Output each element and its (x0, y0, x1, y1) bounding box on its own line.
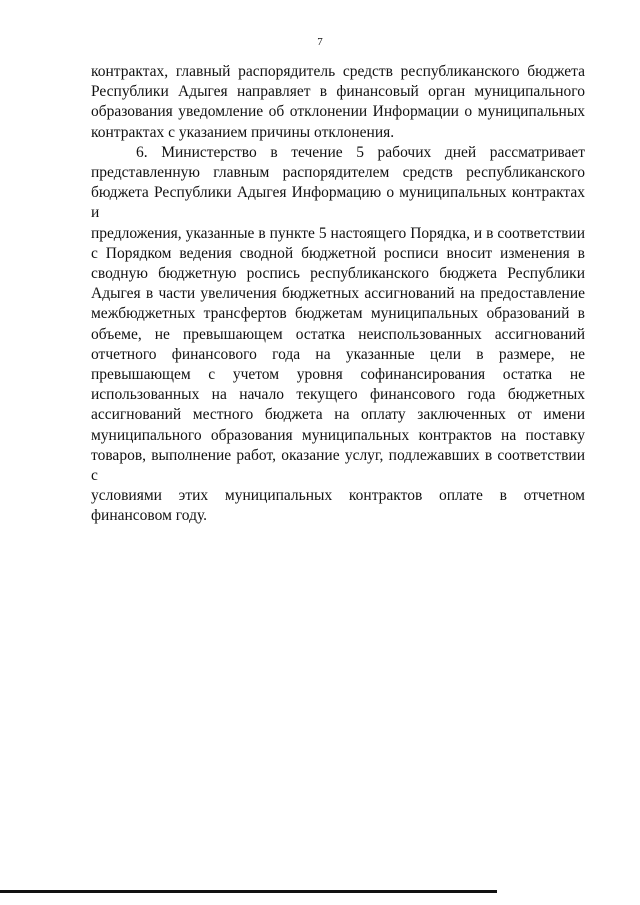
text-line: использованных на начало текущего финансового года бюджетных (91, 386, 585, 404)
text-line: финансовом году. (91, 507, 208, 525)
text-line: межбюджетных трансфертов бюджетам муниципальных образований в (91, 305, 585, 323)
text-line: муниципального образования муниципальных контрактов на поставку (91, 426, 585, 444)
text-line: 6. Министерство в течение 5 рабочих дней рассматривает (136, 143, 585, 161)
document-body (91, 62, 585, 527)
text-line: товаров, выполнение работ, оказание услуг, подлежавших в соответствии с (91, 446, 585, 485)
paragraph-1 (91, 62, 585, 143)
text-line: Адыгея в части увеличения бюджетных ассигнований на предоставление (91, 285, 585, 303)
text-line: бюджета Республики Адыгея Информацию о муниципальных контрактах и (91, 184, 585, 222)
text-line: объеме, не превышающем остатка неиспользованных ассигнований (91, 325, 585, 343)
text-line: Республики Адыгея направляет в финансовый орган муниципального (91, 83, 585, 101)
text-line: контрактах с указанием причины отклонения. (91, 123, 395, 141)
text-line: предложения, указанные в пункте 5 настоящего Порядка, и в соответствии (91, 224, 585, 242)
text-line: сводную бюджетную роспись республиканского бюджета Республики (91, 265, 585, 283)
text-line: образования уведомление об отклонении Информации о муниципальных (91, 103, 585, 121)
text-line: отчетного финансового года на указанные цели в размере, не (91, 345, 585, 363)
scan-bottom-edge-line (0, 890, 497, 893)
paragraph-2 (91, 143, 585, 527)
text-line: с Порядком ведения сводной бюджетной росписи вносит изменения в (91, 244, 585, 262)
text-line: контрактах, главный распорядитель средств республиканского бюджета (91, 63, 585, 80)
text-line: представленную главным распорядителем средств республиканского (91, 164, 585, 182)
text-line: ассигнований местного бюджета на оплату заключенных от имени (91, 406, 585, 424)
text-line: превышающем с учетом уровня софинансирования остатка не (91, 366, 585, 384)
page-number: 7 (317, 36, 323, 48)
text-line: условиями этих муниципальных контрактов оплате в отчетном (91, 487, 585, 505)
